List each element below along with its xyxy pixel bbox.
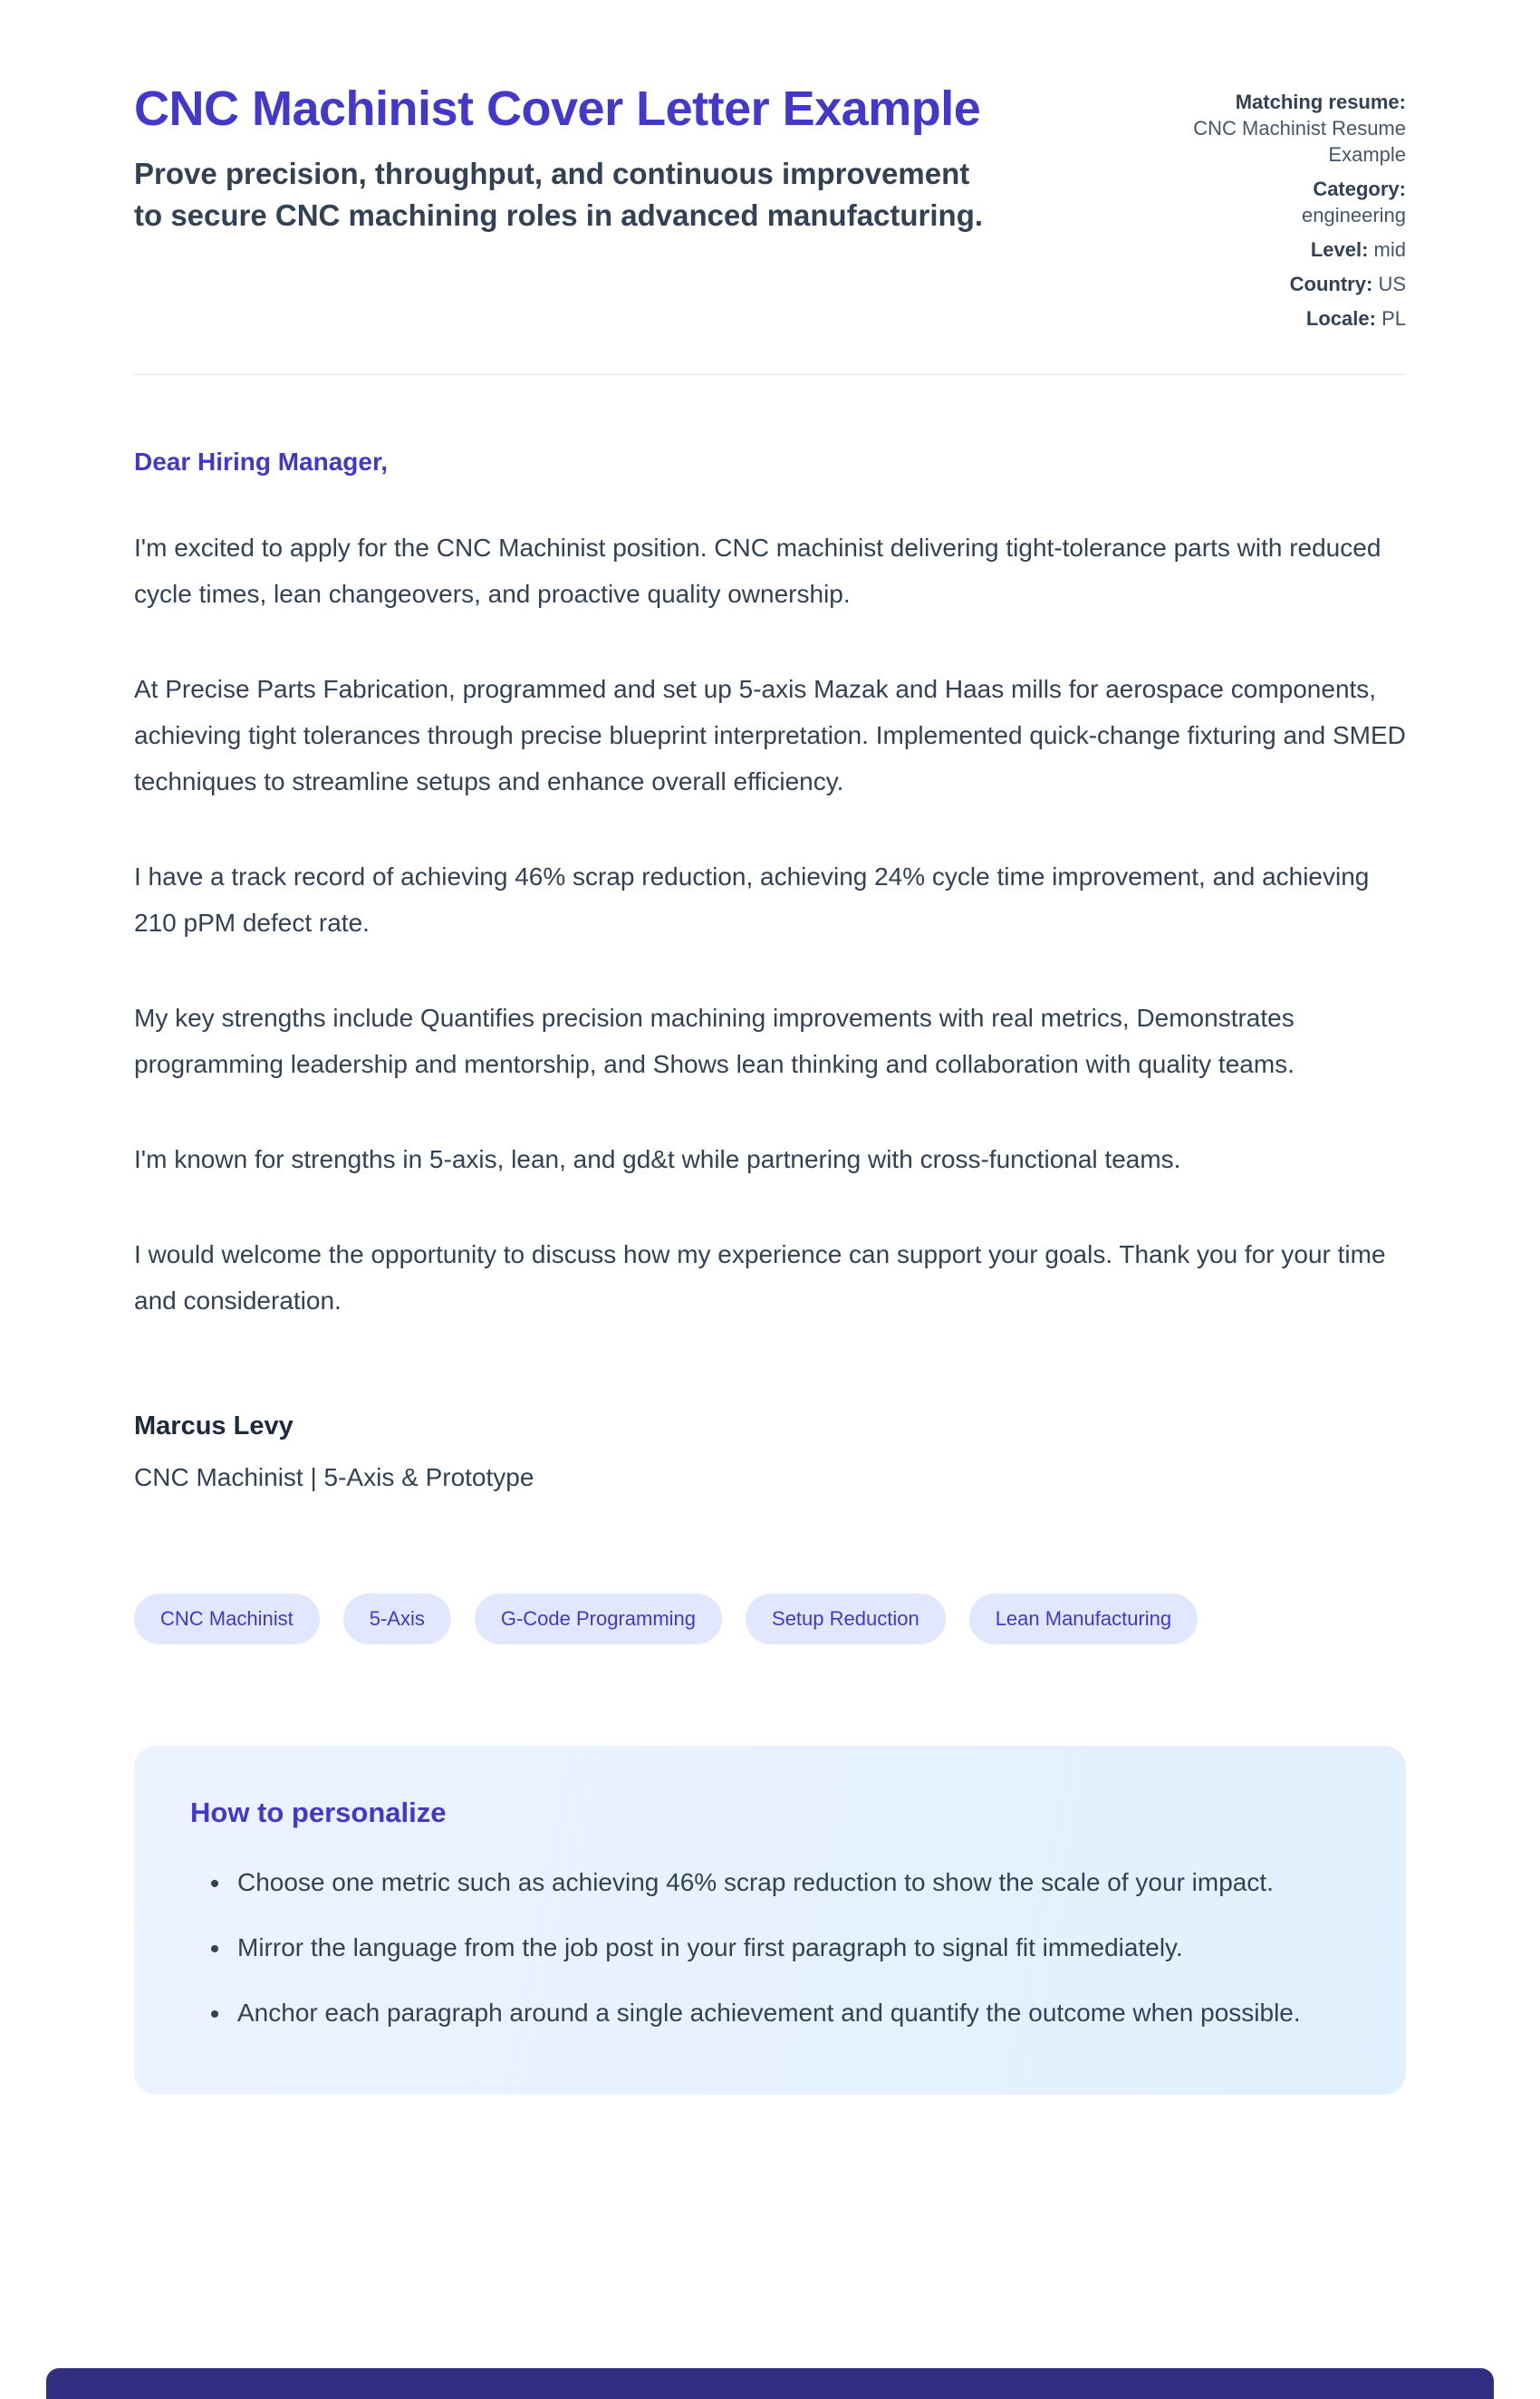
letter-paragraph: My key strengths include Quantifies precision machining improvements with real metrics, Demonstrates programming leadership and mentorship, and Shows lean thinking and collaboration with quality teams. — [134, 1003, 1295, 1078]
meta-value: US — [1378, 273, 1406, 296]
letter-paragraph: At Precise Parts Fabrication, programmed and set up 5-axis Mazak and Haas mills for aerospace components, achieving tight tolerances through precise blueprint interpretation. Implemented quick-change fixturing and SMED techniques to streamline setups and enhance overall efficiency. — [134, 675, 1406, 796]
meta-row-matching-resume — [1152, 89, 1406, 168]
resume-meta — [1152, 80, 1406, 340]
meta-row-country — [1152, 271, 1406, 297]
title-block — [134, 80, 995, 236]
tag-chip[interactable]: 5-Axis — [343, 1594, 451, 1644]
page-header — [134, 80, 1406, 375]
meta-row-category — [1152, 176, 1406, 228]
cover-letter — [134, 375, 1406, 2095]
meta-label: Locale: — [1305, 307, 1376, 331]
personalize-heading: How to personalize — [190, 1796, 447, 1828]
signature-role: CNC Machinist | 5-Axis & Prototype — [134, 1462, 534, 1491]
letter-paragraph: I would welcome the opportunity to discuss how my experience can support your goals. Thank you for your time and consideration. — [134, 1239, 1386, 1315]
page-content — [134, 0, 1406, 2095]
tag-chip[interactable]: G-Code Programming — [475, 1594, 722, 1644]
meta-value: PL — [1381, 307, 1406, 331]
meta-row-level — [1152, 236, 1406, 263]
letter-paragraph: I have a track record of achieving 46% scrap reduction, achieving 24% cycle time improvement, and achieving 210 pPM defect rate. — [134, 862, 1370, 937]
page-title: CNC Machinist Cover Letter Example — [134, 82, 981, 136]
meta-label: Level: — [1310, 238, 1369, 262]
meta-label: Matching resume: — [1235, 91, 1406, 113]
personalize-bullet: • Choose one metric such as achieving 46% scrap reduction to show the scale of your impact. — [232, 1860, 1350, 1905]
signature-name: Marcus Levy — [134, 1411, 294, 1440]
meta-value: CNC Machinist Resume Example — [1193, 117, 1406, 167]
personalize-bullet: • Anchor each paragraph around a single achievement and quantify the outcome when possible. — [232, 1990, 1350, 2036]
letter-paragraph: I'm excited to apply for the CNC Machinist position. CNC machinist delivering tight-tolerance parts with reduced cycle times, lean changeovers, and proactive quality ownership. — [134, 534, 1381, 609]
tag-chip[interactable]: Lean Manufacturing — [969, 1594, 1198, 1644]
letter-paragraph: I'm known for strengths in 5-axis, lean, and gd&t while partnering with cross-functional teams. — [134, 1144, 1181, 1173]
meta-label: Category: — [1313, 178, 1406, 201]
meta-row-locale — [1152, 305, 1406, 332]
personalize-list — [190, 1860, 1350, 2037]
personalize-bullet: • Mirror the language from the job post in your first paragraph to signal fit immediately. — [232, 1925, 1350, 1970]
meta-value: mid — [1373, 238, 1406, 262]
tag-list — [134, 1594, 1406, 1644]
footer-bar — [46, 2368, 1494, 2399]
tag-chip[interactable]: Setup Reduction — [746, 1594, 946, 1644]
page-subtitle: Prove precision, throughput, and continuous improvement to secure CNC machining roles in advanced manufacturing. — [134, 156, 984, 232]
tag-chip[interactable]: CNC Machinist — [134, 1594, 320, 1644]
meta-value: engineering — [1302, 204, 1406, 227]
letter-greeting: Dear Hiring Manager, — [134, 448, 389, 477]
meta-label: Country: — [1289, 273, 1373, 296]
personalize-card — [134, 1746, 1406, 2095]
